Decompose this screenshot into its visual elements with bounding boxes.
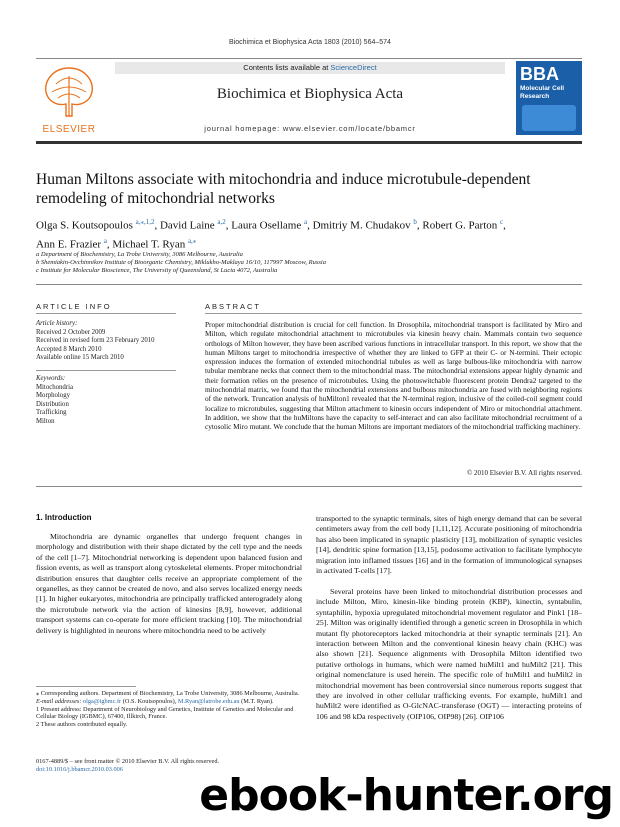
doi-link[interactable]: doi:10.1016/j.bbamcr.2010.03.006	[36, 766, 123, 773]
contents-banner	[115, 62, 505, 74]
history-entry: Received in revised form 23 February 2010	[36, 337, 155, 344]
author-name[interactable]: David Laine	[159, 219, 215, 232]
copyright-notice: © 2010 Elsevier B.V. All rights reserved.	[466, 469, 582, 477]
history-label: Article history:	[36, 320, 78, 327]
author-affil-marker[interactable]: a,2	[217, 218, 226, 226]
keywords-block	[36, 375, 186, 426]
author-name[interactable]: Robert G. Parton	[422, 219, 498, 232]
author-affil-marker[interactable]: a	[303, 218, 308, 226]
sciencedirect-link[interactable]: ScienceDirect	[330, 63, 377, 72]
article-history	[36, 320, 186, 363]
abstract-rule	[205, 313, 582, 314]
keyword: Trafficking	[36, 409, 67, 416]
author-affil-marker[interactable]: a,⁎,1,2	[135, 218, 155, 226]
journal-homepage[interactable]: journal homepage: www.elsevier.com/locate/bbamcr	[204, 124, 416, 133]
body-divider	[36, 486, 582, 487]
affiliation: a Department of Biochemistry, La Trobe University, 3086 Melbourne, Australia	[36, 251, 243, 258]
cover-subtitle-2: Research	[520, 93, 550, 100]
email-owner: (O.S. Koutsopoulos),	[122, 697, 177, 705]
author-affil-marker[interactable]: a,⁎	[187, 236, 197, 245]
footnote-corresponding: ⁎ Corresponding authors. Department of Biochemistry, La Trobe University, 3086 Melbourne, Australia.	[36, 690, 300, 697]
publisher-logo-text: ELSEVIER	[42, 124, 96, 135]
history-entry: Received 2 October 2009	[36, 328, 106, 336]
article-info-rule	[36, 313, 176, 314]
author-name[interactable]: Dmitriy M. Chudakov	[312, 219, 411, 232]
footnotes	[36, 690, 302, 729]
contents-prefix: Contents lists available at	[243, 63, 331, 72]
cover-subtitle: Molecular Cell	[520, 85, 565, 92]
watermark-text: ebook-hunter.org	[199, 770, 613, 821]
affiliation: b Shemiakin-Ovchinnikov Institute of Bioorganic Chemistry, Miklukho-Maklaya 16/10, 117997 Moscow, Russia	[36, 259, 326, 266]
journal-citation: Biochimica et Biophysica Acta 1803 (2010) 564–574	[229, 39, 391, 46]
article-title: Human Miltons associate with mitochondria and induce microtubule-dependent remodeling of mitochondrial networks	[36, 171, 531, 207]
article-info-heading: ARTICLE INFO	[36, 302, 112, 311]
section-heading-introduction: 1. Introduction	[36, 513, 92, 522]
abstract-text: Proper mitochondrial distribution is crucial for cell function. In Drosophila, mitochondrial transport is facilitated by Miro and Milton, which regulate mitochondrial attachment to microtubules via kinesin heavy chain. Mammals contain two sequence orthologs of Milton however, they have been ascribed various functions in intracellular transport. In this report, we show that the human Miltons target to mitochondria irrespective of whether they are linked to GFP at their C- or N-termini. Their ectopic expression induces the formation of extended mitochondrial tubules as well as large bulbous-like mitochondria with narrow tubular membrane necks that connect them to the mitochondrial mass. The mitochondrial extensions appear highly dynamic and their formation relies on the presence of microtubules. Using the photoswitchable fluorescent protein Dendra2 targeted to the mitochondrial matrix, we found that the mitochondrial extensions and bulbous mitochondria are fused with neighboring regions of the network. Truncation analysis of huMilton1 revealed that the N-terminal region, inclusive of the coiled-coil segment could localize to microtubules, suggesting that Milton attachment to kinesin occurs independent of Miro or mitochondrial attachment. In addition, we show that the huMiltons have the capacity to self-interact and can also facilitate mitochondrial recruitment of a cytosolic Miro mutant. We conclude that the human Miltons are important mediators of the mitochondrial trafficking machinery.	[205, 320, 582, 432]
author-affil-marker[interactable]: c	[500, 218, 504, 226]
keywords-rule	[36, 370, 176, 371]
history-entry: Accepted 8 March 2010	[36, 345, 102, 353]
footnote-emails	[36, 698, 302, 706]
section-divider	[36, 284, 582, 285]
cover-title: BBA	[520, 64, 559, 84]
author-affil-marker[interactable]: a	[103, 236, 107, 245]
author-affil-marker[interactable]: b	[413, 218, 417, 226]
journal-cover-image	[516, 61, 582, 135]
footnote-rule	[36, 686, 136, 687]
keyword: Distribution	[36, 400, 69, 408]
keyword: Morphology	[36, 392, 70, 399]
author-list: Olga S. Koutsopoulos $^{a,⁎,1,2}$, David Laine $^{a,2}$, Laura Osellame $^a$, Dmitriy M. Chudakov $^b$, Robert G. Parton $^c$, Ann E. Frazier $^a$, Michael T. Ryan $^{a,⁎}$	[36, 218, 506, 251]
author-name[interactable]: Olga S. Koutsopoulos	[36, 219, 133, 232]
email-label: E-mail addresses:	[36, 697, 82, 705]
keyword: Milton	[36, 417, 55, 425]
footnote-present-address: 1 Present address: Department of Neurobiology and Genetics, Institute of Genetics and Molecular and Cellular Biology (IGBMC), 67400, Illkirch, France.	[36, 705, 294, 721]
history-entry: Available online 15 March 2010	[36, 354, 124, 361]
body-text-right-1: transported to the synaptic terminals, sites of high energy demand that can be several centimeters away from the cell body [1,11,12]. Accurate positioning of mitochondria has also been implicated in synaptic plasticity [13], mobilization of synaptic vesicles [14], dendritic spine formation [13,15], podosome activation to facilitate lymphocyte migration into inflamed tissues [16] and in the formation of immunological synapses in activated T-cells [17].	[316, 514, 582, 576]
author-name[interactable]: Laura Osellame	[231, 219, 302, 232]
footnote-equal-contribution: 2 These authors contributed equally.	[36, 721, 128, 729]
email-link[interactable]: olga@igbmc.fr	[83, 697, 122, 705]
keywords-label: Keywords:	[36, 375, 66, 382]
keyword: Mitochondria	[36, 383, 73, 391]
body-text-right-2: Several proteins have been linked to mitochondrial distribution processes and include Milton, Miro, kinesin-like binding protein (KBP), kinectin, syntabulin, syntaphilin, hypoxia upregulated mitochondrial movement regulator and Pink1 [18–25]. Milton was originally identified through a genetic screen in Drosophila in which mutant fly photoreceptors lacked mitochondria at their synaptic terminals [21]. An interaction between Milton and the conventional kinesin heavy chain (KHC) was also shown [21]. Sequence alignments with Drosophila Milton identified two putative orthologs in humans, which were named huMilt1 and huMilt2 [21]. This original nomenclature is used herein. The specific role of huMilt1 and huMilt2 in mitochondrial movement has been controversial since numerous reports suggest that they are involved in other cellular trafficking events. For example, huMilt1 and huMilt2 were identified as O-GlcNAC-transferase (OGT) — interacting proteins of 106 and 98 kDa respectively (OIP106, OIP98) [26]. OIP106	[316, 587, 582, 721]
cover-graphic	[522, 105, 576, 131]
body-text-left: Mitochondria are dynamic organelles that undergo frequent changes in morphology and distribution with their shape dictated by the cell type and the needs of the cell [1–7]. Mitochondrial networking is dependent upon balanced fusion and fission events, as well as transport along cytoskeletal elements. Proper mitochondrial distribution ensures that daughter cells receive an appropriate complement of the organelles, as they cannot be created de novo, and also serves localized energy needs [1]. In higher eukaryotes, mitochondria are principally trafficked anterogradely along the microtubule network via the action of kinesins [8,9], however, additional transport systems can co-operate for more efficient tracking [10]. The mitochondrial delivery is highlighted in neurons where mitochondria need to be actively	[36, 532, 302, 635]
email-link[interactable]: M.Ryan@latrobe.edu.au	[177, 697, 240, 705]
author-name[interactable]: Michael T. Ryan	[112, 238, 186, 251]
email-owner: (M.T. Ryan).	[241, 697, 274, 705]
affiliation: c Institute for Molecular Bioscience, The University of Queensland, St Lucia 4072, Australia	[36, 267, 278, 274]
header-rule	[36, 141, 582, 144]
author-name[interactable]: Ann E. Frazier	[36, 238, 102, 251]
abstract-heading: ABSTRACT	[205, 302, 262, 311]
issn-line: 0167-4889/$ – see front matter © 2010 Elsevier B.V. All rights reserved.	[36, 758, 220, 765]
journal-title: Biochimica et Biophysica Acta	[216, 86, 404, 102]
